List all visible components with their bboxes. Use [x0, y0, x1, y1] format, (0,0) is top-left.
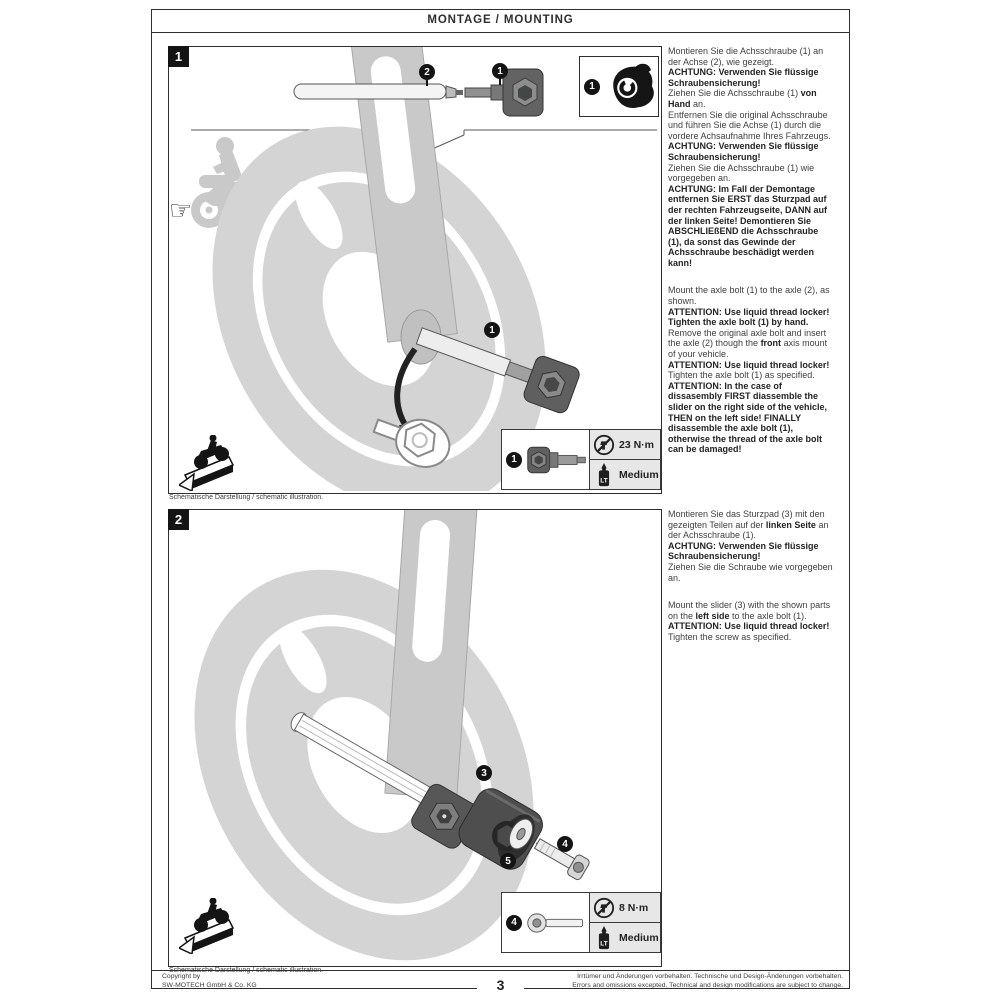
lift-motorcycle-icon	[179, 435, 237, 491]
part-label-spec: 1	[506, 452, 522, 468]
step-1-panel	[168, 46, 662, 494]
part-label-hand-tighten: 1	[584, 79, 600, 95]
manual-page	[151, 9, 850, 993]
part-label-spec: 4	[506, 915, 522, 931]
no-power-tool-icon	[593, 897, 615, 919]
torque-spec-part	[502, 430, 590, 489]
part-label-washer: 5	[500, 853, 516, 869]
step-1-instructions-en: Mount the axle bolt (1) to the axle (2), as shown. ATTENTION: Use liquid thread locker! Tighten the axle bolt (1) by hand. Remove the original axle bolt and insert the axle (2) though the front axis mount of your vehicle. ATTENTION: Use liquid thread locker! Tighten the axle bolt (1) as specified. ATTENTION: In the case of dissasembly FIRST diassemble the slider on the right side of the vehicle, THEN on the left side! FINALLY disassemble the axle bolt (1), otherwise the thread of the axle bolt can be damaged!	[668, 285, 830, 455]
torque-value: 23 N·m	[619, 438, 655, 451]
torque-spec-values	[590, 893, 660, 952]
step-2-instructions	[668, 509, 834, 643]
thread-locker-icon	[593, 463, 615, 487]
bottom-rule-left	[152, 988, 477, 989]
thread-locker-row	[590, 459, 660, 489]
torque-row	[590, 430, 660, 459]
bottom-rule-right	[524, 988, 849, 989]
torque-spec-values	[590, 430, 660, 489]
part-label-axle-bolt: 1	[492, 63, 508, 79]
hand-tighten-icon	[602, 60, 656, 114]
thread-locker-icon	[593, 926, 615, 950]
part-label-axle: 2	[419, 64, 435, 80]
svg-text:LT: LT	[600, 939, 608, 947]
header-rule	[152, 32, 849, 33]
torque-value: 8 N·m	[619, 901, 649, 914]
page-title: MONTAGE / MOUNTING	[427, 14, 574, 26]
pointing-hand-icon: ☞	[169, 195, 193, 225]
footer-rule	[152, 970, 849, 971]
page-number: 3	[496, 977, 505, 993]
step-1-badge: 1	[168, 46, 189, 67]
part-label-slider: 3	[476, 765, 492, 781]
copyright-line1: Copyright by	[162, 973, 201, 980]
no-power-tool-icon	[593, 434, 615, 456]
part-label-screw: 4	[557, 836, 573, 852]
part-label-diagram-bolt: 1	[484, 322, 500, 338]
thread-locker-value: Medium	[619, 468, 659, 481]
step-1-instructions	[668, 46, 834, 455]
step-2-badge: 2	[168, 509, 189, 530]
thread-locker-value: Medium	[619, 931, 659, 944]
axle-bolt-icon	[525, 440, 589, 480]
thread-locker-row	[590, 922, 660, 952]
torque-spec-box	[501, 892, 661, 953]
torque-spec-box	[501, 429, 661, 490]
svg-text:LT: LT	[600, 476, 608, 484]
hand-tighten-box	[579, 56, 659, 117]
disclaimer-de: Irrtümer und Änderungen vorbehalten. Technische und Design-Änderungen vorbehalten.	[577, 973, 843, 980]
torque-row	[590, 893, 660, 922]
step-2-panel	[168, 509, 662, 967]
lift-motorcycle-icon	[179, 898, 237, 954]
step-1-instructions-de: Montieren Sie die Achsschraube (1) an der Achse (2), wie gezeigt. ACHTUNG: Verwenden Sie flüssige Schraubensicherung! Ziehen Sie die Achsschraube (1) von Hand an. Entfernen Sie die original Achsschraube und führen Sie die Achse (1) durch die vordere Achsaufnahme Ihres Fahrzeugs. ACHTUNG: Verwenden Sie flüssige Schraubensicherung! Ziehen Sie die Achsschraube (1) wie vorgegeben an. ACHTUNG: Im Fall der Demontage entfernen Sie ERST das Sturzpad auf der rechten Fahrzeugseite, DANN auf der linken Seite! Demontieren Sie ABSCHLIEßEND die Achsschraube (1), da sonst das Gewinde der Achsschraube beschädigt werden kann!	[668, 46, 831, 268]
step-2-caption: Schematische Darstellung / schematic illustration.	[169, 967, 324, 974]
step-1-caption: Schematische Darstellung / schematic illustration.	[169, 494, 324, 501]
axle-rod	[294, 84, 463, 99]
torque-spec-part	[502, 893, 590, 952]
step-2-instructions-de: Montieren Sie das Sturzpad (3) mit den gezeigten Teilen auf der linken Seite an der Achsschraube (1). ACHTUNG: Verwenden Sie flüssige Schraubensicherung! Ziehen Sie die Schraube wie vorgegeben an.	[668, 509, 833, 583]
step-2-instructions-en: Mount the slider (3) with the shown parts on the left side to the axle bolt (1). ATTENTION: Use liquid thread locker! Tighten the screw as specified.	[668, 600, 831, 642]
copyright-line2: SW-MOTECH GmbH & Co. KG	[162, 981, 257, 989]
disclaimer-en: Errors and omissions excepted. Technical and design modifications are subject to change.	[572, 981, 843, 989]
screw-icon	[525, 903, 589, 943]
